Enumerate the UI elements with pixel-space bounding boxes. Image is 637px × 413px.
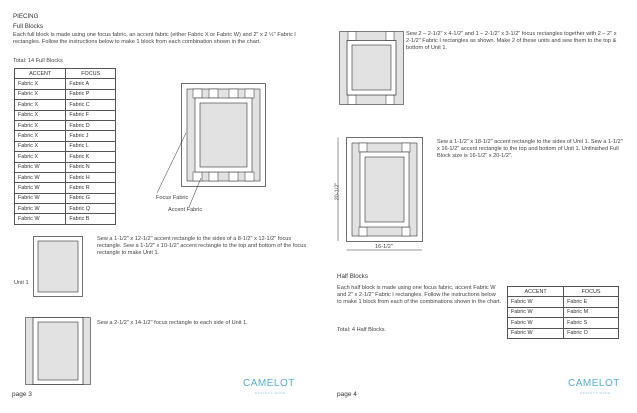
table-header: ACCENT xyxy=(15,69,66,79)
table-cell: Fabric X xyxy=(15,110,66,120)
table-cell: Fabric X xyxy=(15,131,66,141)
step1-text: Sew a 1-1/2" x 12-1/2" accent rectangle to the sides of a 8-1/2" x 12-1/2" focus rectangle. Sew a 1-1/2" x 10-1/2" accent rectangle to the top and bottom of the focus rectangle to make Unit 1. xyxy=(97,236,307,256)
camelot-tagline-right: PERFECT MADE xyxy=(580,391,611,395)
page-number-right: page 4 xyxy=(337,391,357,398)
table-cell: Fabric J xyxy=(66,131,116,141)
step3-text: Sew 2 – 2-1/2" x 4-1/2" and 1 – 2-1/2" x 3-1/2" focus rectangles together with 2 – 2" x 2-1/2" Fabric I rectangles as shown. Make 2 of these units and sew them to the top & bottom of Unit 1. xyxy=(406,31,617,51)
table-cell: Fabric X xyxy=(15,152,66,162)
half-blocks-total: Total: 4 Half Blocks. xyxy=(337,327,387,333)
table-cell: Fabric L xyxy=(66,141,116,151)
unit1-diagram xyxy=(33,236,83,297)
table-row xyxy=(15,79,116,89)
half-blocks-intro: Each half block is made using one focus fabric, accent Fabric W and 2" x 2-1/2" Fabric I rectangles. Follow the instructions below to make 1 block from each of the combinations shown in the chart. xyxy=(337,285,502,305)
table-row xyxy=(15,214,116,224)
step2-text: Sew a 2-1/2" x 14-1/2" focus rectangle to each side of Unit 1. xyxy=(97,320,248,326)
page-number-left: page 3 xyxy=(12,391,32,398)
table-row xyxy=(15,204,116,214)
step4-text: Sew a 1-1/2" x 18-1/2" accent rectangle to the sides of Unit 1. Sew a 1-1/2" x 16-1/2" accent rectangle to the top and bottom of Unit 1. Unfinished Full Block size is 16-1/2" x 20-1/2". xyxy=(437,139,623,159)
table-cell: Fabric X xyxy=(15,100,66,110)
table-row xyxy=(15,89,116,99)
table-cell: Fabric W xyxy=(15,204,66,214)
table-header-row xyxy=(508,287,619,297)
table-cell: Fabric K xyxy=(66,152,116,162)
dim-width-label: 16-1/2" xyxy=(375,244,393,250)
table-cell: Fabric P xyxy=(66,89,116,99)
table-row xyxy=(508,328,619,338)
table-cell: Fabric X xyxy=(15,79,66,89)
table-row xyxy=(508,307,619,317)
table-cell: Fabric D xyxy=(66,120,116,130)
table-row xyxy=(15,183,116,193)
accent-fabric-label: Accent Fabric xyxy=(168,207,203,213)
table-cell: Fabric W xyxy=(15,162,66,172)
table-cell: Fabric W xyxy=(508,318,564,328)
camelot-logo-left: CAMELOT xyxy=(243,378,295,389)
table-cell: Fabric S xyxy=(564,318,619,328)
table-cell: Fabric Q xyxy=(66,204,116,214)
table-cell: Fabric X xyxy=(15,89,66,99)
table-cell: Fabric X xyxy=(15,120,66,130)
table-row xyxy=(15,110,116,120)
table-row xyxy=(15,141,116,151)
table-header: FOCUS xyxy=(564,287,619,297)
table-row xyxy=(15,120,116,130)
subsection-title: Full Blocks xyxy=(13,23,43,30)
step3-diagram xyxy=(339,31,404,105)
half-blocks-title: Half Blocks xyxy=(337,273,368,280)
half-blocks-table xyxy=(507,286,619,339)
table-cell: Fabric E xyxy=(564,297,619,307)
table-cell: Fabric W xyxy=(508,297,564,307)
table-cell: Fabric F xyxy=(66,110,116,120)
table-cell: Fabric O xyxy=(564,328,619,338)
table-header: ACCENT xyxy=(508,287,564,297)
table-header-row xyxy=(15,69,116,79)
total-text: Total: 14 Full Blocks xyxy=(13,58,63,64)
table-cell: Fabric R xyxy=(66,183,116,193)
table-cell: Fabric X xyxy=(15,141,66,151)
table-cell: Fabric W xyxy=(15,172,66,182)
table-row xyxy=(15,131,116,141)
full-block-dimensioned-diagram xyxy=(346,137,423,242)
table-row xyxy=(15,172,116,182)
table-cell: Fabric N xyxy=(66,162,116,172)
dim-height-label: 20-1/2" xyxy=(334,182,341,201)
table-row xyxy=(15,162,116,172)
table-cell: Fabric M xyxy=(564,307,619,317)
table-row xyxy=(15,100,116,110)
table-cell: Fabric W xyxy=(508,328,564,338)
table-cell: Fabric W xyxy=(15,183,66,193)
camelot-tagline-left: PERFECT MADE xyxy=(255,391,286,395)
table-cell: Fabric A xyxy=(66,79,116,89)
full-block-diagram xyxy=(181,83,266,187)
table-cell: Fabric H xyxy=(66,172,116,182)
camelot-logo-right: CAMELOT xyxy=(568,378,620,389)
table-cell: Fabric C xyxy=(66,100,116,110)
table-cell: Fabric W xyxy=(508,307,564,317)
table-row xyxy=(15,193,116,203)
table-cell: Fabric W xyxy=(15,193,66,203)
table-row xyxy=(508,318,619,328)
full-blocks-table xyxy=(14,68,116,225)
table-cell: Fabric G xyxy=(66,193,116,203)
intro-text: Each full block is made using one focus fabric, an accent fabric (either Fabric X or Fabric W) and 2" x 2 ½" Fabric I rectangles. Follow the instructions below to make 1 block from each combination shown in the chart. xyxy=(13,32,296,45)
step2-diagram xyxy=(25,317,91,385)
table-cell: Fabric W xyxy=(15,214,66,224)
table-cell: Fabric B xyxy=(66,214,116,224)
table-row xyxy=(508,297,619,307)
focus-fabric-label: Focus Fabric xyxy=(156,195,189,201)
section-title: PIECING xyxy=(13,13,39,20)
table-row xyxy=(15,152,116,162)
unit1-label: Unit 1 xyxy=(14,280,29,286)
table-header: FOCUS xyxy=(66,69,116,79)
